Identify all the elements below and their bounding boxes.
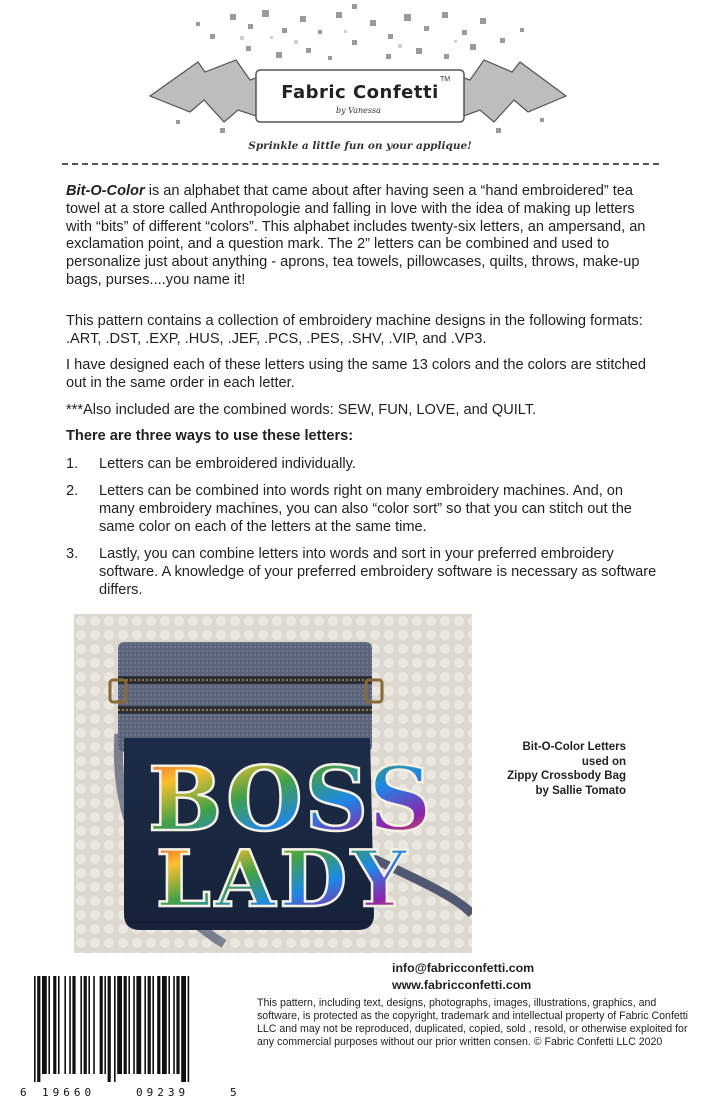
barcode-bar	[80, 976, 82, 1074]
barcode-bar	[72, 976, 75, 1074]
barcode-bar	[181, 976, 186, 1082]
caption-line: Bit-O-Color Letters	[522, 741, 626, 753]
barcode-bar	[176, 976, 179, 1074]
barcode-bar	[64, 976, 66, 1074]
barcode-bar	[152, 976, 154, 1074]
list-number: 2.	[66, 483, 79, 499]
barcode-bar	[100, 976, 103, 1074]
barcode-bar	[104, 976, 106, 1074]
barcode-bar	[148, 976, 151, 1074]
barcode-bar	[188, 976, 190, 1082]
copyright-notice: This pattern, including text, designs, photographs, images, illustrations, graphics, and software, is protected as the copyright, trademark and intellectual property of Fabric Confetti LLC and may not be reproduced, duplicated, copied, sold , resold, or otherwise exploited for any commercial purposes without our prior written consen. © Fabric Confetti LLC 2020	[257, 997, 689, 1048]
barcode-bar	[37, 976, 40, 1082]
barcode-bar	[93, 976, 95, 1074]
barcode-digit: 19660	[42, 1086, 96, 1099]
list-number: 1.	[66, 456, 79, 472]
colors-paragraph: I have designed each of these letters using the same 13 colors and the colors are stitched out in the same order in each letter.	[66, 357, 647, 391]
barcode-bar	[144, 976, 146, 1074]
trademark-mark: TM	[440, 76, 451, 83]
brand-name: Fabric Confetti	[281, 82, 439, 103]
barcode-bar	[128, 976, 130, 1074]
barcode-digit: 6	[20, 1086, 27, 1099]
email-link[interactable]: info@fabricconfetti.com	[392, 961, 535, 975]
barcode-digit: 09239	[136, 1086, 190, 1099]
header	[0, 0, 720, 160]
product-name: Bit-O-Color	[66, 183, 145, 199]
barcode-bar	[117, 976, 122, 1074]
ways-heading: There are three ways to use these letters:	[66, 428, 354, 444]
barcode	[20, 974, 240, 1084]
barcode-bar	[42, 976, 47, 1074]
barcode-bar	[173, 976, 175, 1074]
barcode-bar	[114, 976, 116, 1082]
list-text: Letters can be combined into words right on many embroidery machines. And, on many embroidery machines, you can also “color sort” so that you can stitch out the same color on each of the letters at the same time.	[99, 483, 632, 536]
list-text: Lastly, you can combine letters into words and sort in your preferred embroidery software. A knowledge of your preferred embroidery software is necessary as software differs.	[99, 546, 657, 599]
list-number: 3.	[66, 546, 79, 562]
barcode-bar	[124, 976, 127, 1074]
barcode-digit: 5	[230, 1086, 237, 1099]
barcode-bar	[168, 976, 170, 1074]
intro-text: is an alphabet that came about after having seen a “hand embroidered” tea towel at a store called Anthropologie and falling in love with the idea of making up letters with “bits” of different “colors”. This alphabet includes twenty-six letters, an ampersand, an exclamation point, and a question mark. The 2” letters can be combined and used to personalize just about anything - aprons, tea towels, pillowcases, quilts, throws, make-up bags, purses....you name it!	[66, 183, 646, 288]
barcode-bar	[162, 976, 167, 1074]
website-link[interactable]: www.fabricconfetti.com	[392, 978, 532, 992]
photo-word-boss: BOSS	[148, 747, 434, 851]
barcode-bar	[34, 976, 36, 1082]
intro-paragraph	[66, 183, 660, 290]
barcode-bar	[48, 976, 50, 1074]
photo-word-lady: LADY	[156, 834, 411, 925]
tagline: Sprinkle a little fun on your applique!	[248, 140, 472, 152]
brand-subtitle: by Vanessa	[336, 106, 381, 115]
photo-caption	[484, 740, 626, 798]
barcode-bar	[133, 976, 135, 1074]
list-text: Letters can be embroidered individually.	[99, 456, 356, 472]
barcode-bar	[69, 976, 71, 1074]
barcode-bar	[58, 976, 60, 1074]
confetti-banner-logo	[0, 0, 720, 160]
barcode-bar	[136, 976, 141, 1074]
combined-words-paragraph: ***Also included are the combined words: SEW, FUN, LOVE, and QUILT.	[66, 402, 537, 418]
barcode-bar	[84, 976, 87, 1074]
barcode-bar	[53, 976, 56, 1074]
caption-line: used on	[581, 755, 626, 768]
barcode-bar	[157, 976, 160, 1074]
barcode-bar	[88, 976, 90, 1074]
dashed-divider	[62, 163, 659, 165]
contact-info	[392, 960, 534, 994]
barcode-bar	[108, 976, 111, 1082]
product-photo	[74, 614, 472, 953]
caption-line: by Sallie Tomato	[535, 784, 626, 797]
formats-paragraph: This pattern contains a collection of embroidery machine designs in the following formats: .ART, .DST, .EXP, .HUS, .JEF, .PCS, .PES, .SHV, .VIP, and .VP3.	[66, 313, 643, 347]
caption-line: Zippy Crossbody Bag	[507, 770, 626, 782]
